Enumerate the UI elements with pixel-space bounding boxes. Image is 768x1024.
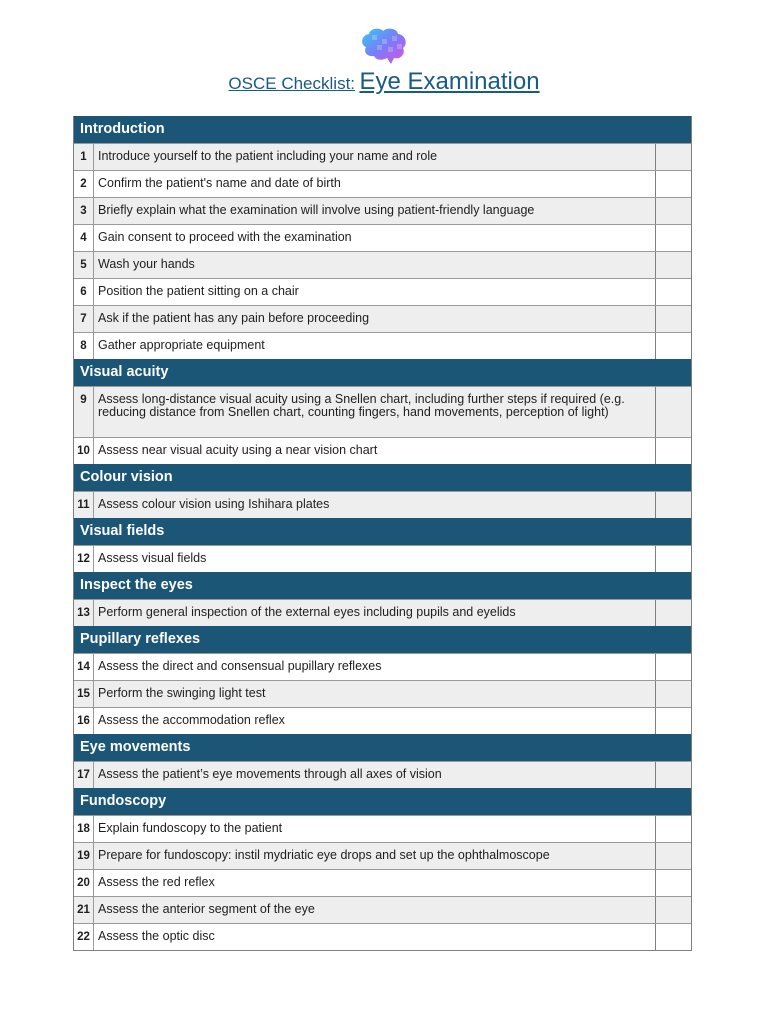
table-row — [74, 224, 691, 251]
item-text: Position the patient sitting on a chair — [98, 284, 299, 298]
section-header: Introduction — [74, 116, 691, 143]
item-number: 6 — [74, 279, 94, 305]
table-row — [74, 815, 691, 842]
item-number: 1 — [74, 144, 94, 170]
item-number: 16 — [74, 708, 94, 734]
item-number: 9 — [74, 387, 94, 437]
checkbox-cell[interactable] — [655, 924, 691, 950]
table-row — [74, 437, 691, 464]
checkbox-cell[interactable] — [655, 198, 691, 224]
checkbox-cell[interactable] — [655, 870, 691, 896]
checkbox-cell[interactable] — [655, 279, 691, 305]
checkbox-cell[interactable] — [655, 816, 691, 842]
table-row — [74, 197, 691, 224]
item-text: Confirm the patient's name and date of birth — [98, 176, 341, 190]
item-number: 8 — [74, 333, 94, 359]
section-header: Visual acuity — [74, 359, 691, 386]
table-row — [74, 545, 691, 572]
item-text: Assess colour vision using Ishihara plates — [98, 497, 330, 511]
table-row — [74, 761, 691, 788]
item-number: 2 — [74, 171, 94, 197]
item-number: 3 — [74, 198, 94, 224]
item-text: Assess the anterior segment of the eye — [98, 902, 315, 916]
item-number: 10 — [74, 438, 94, 464]
item-text: Perform general inspection of the external eyes including pupils and eyelids — [98, 605, 516, 619]
table-row — [74, 842, 691, 869]
section-header: Colour vision — [74, 464, 691, 491]
item-text: Gain consent to proceed with the examination — [98, 230, 352, 244]
item-text: Gather appropriate equipment — [98, 338, 265, 352]
checkbox-cell[interactable] — [655, 387, 691, 437]
item-text: Perform the swinging light test — [98, 686, 266, 700]
item-number: 13 — [74, 600, 94, 626]
item-text: Assess the accommodation reflex — [98, 713, 285, 727]
item-text: Assess long-distance visual acuity using a Snellen chart, including further steps if required (e.g. reducing distance from Snellen chart, counting fingers, hand movements, perception of light) — [98, 392, 625, 419]
table-row — [74, 599, 691, 626]
table-row — [74, 491, 691, 518]
item-text: Assess the red reflex — [98, 875, 215, 889]
table-row — [74, 896, 691, 923]
table-row — [74, 278, 691, 305]
checkbox-cell[interactable] — [655, 600, 691, 626]
item-number: 20 — [74, 870, 94, 896]
item-text: Assess the patient’s eye movements through all axes of vision — [98, 767, 442, 781]
item-number: 14 — [74, 654, 94, 680]
item-text: Introduce yourself to the patient including your name and role — [98, 149, 438, 163]
checkbox-cell[interactable] — [655, 144, 691, 170]
item-number: 4 — [74, 225, 94, 251]
checkbox-cell[interactable] — [655, 654, 691, 680]
table-row — [74, 869, 691, 896]
item-text: Assess visual fields — [98, 551, 207, 565]
item-number: 11 — [74, 492, 94, 518]
table-row — [74, 170, 691, 197]
item-text: Explain fundoscopy to the patient — [98, 821, 283, 835]
item-text: Assess near visual acuity using a near vision chart — [98, 443, 378, 457]
checkbox-cell[interactable] — [655, 333, 691, 359]
item-number: 21 — [74, 897, 94, 923]
checkbox-cell[interactable] — [655, 252, 691, 278]
checkbox-cell[interactable] — [655, 762, 691, 788]
item-number: 7 — [74, 306, 94, 332]
title-prefix: OSCE Checklist: — [228, 74, 356, 93]
item-number: 15 — [74, 681, 94, 707]
item-text: Assess the direct and consensual pupillary reflexes — [98, 659, 382, 673]
checkbox-cell[interactable] — [655, 306, 691, 332]
brain-icon — [360, 27, 408, 65]
checkbox-cell[interactable] — [655, 897, 691, 923]
item-number: 19 — [74, 843, 94, 869]
title-main: Eye Examination — [359, 68, 540, 95]
item-number: 12 — [74, 546, 94, 572]
table-row — [74, 143, 691, 170]
item-text: Wash your hands — [98, 257, 195, 271]
table-row — [74, 653, 691, 680]
table-row — [74, 386, 691, 437]
table-row — [74, 251, 691, 278]
table-row — [74, 680, 691, 707]
checkbox-cell[interactable] — [655, 546, 691, 572]
checklist-table — [73, 116, 692, 951]
checkbox-cell[interactable] — [655, 492, 691, 518]
table-row — [74, 305, 691, 332]
item-number: 18 — [74, 816, 94, 842]
item-number: 22 — [74, 924, 94, 950]
item-text: Prepare for fundoscopy: instil mydriatic eye drops and set up the ophthalmoscope — [98, 848, 550, 862]
checkbox-cell[interactable] — [655, 225, 691, 251]
item-number: 17 — [74, 762, 94, 788]
item-text: Assess the optic disc — [98, 929, 215, 943]
checkbox-cell[interactable] — [655, 843, 691, 869]
item-text: Briefly explain what the examination will involve using patient-friendly language — [98, 203, 535, 217]
table-row — [74, 923, 691, 950]
section-header: Visual fields — [74, 518, 691, 545]
item-number: 5 — [74, 252, 94, 278]
section-header: Eye movements — [74, 734, 691, 761]
section-header: Inspect the eyes — [74, 572, 691, 599]
table-row — [74, 332, 691, 359]
item-text: Ask if the patient has any pain before proceeding — [98, 311, 370, 325]
table-row — [74, 707, 691, 734]
page-title — [0, 68, 768, 96]
section-header: Pupillary reflexes — [74, 626, 691, 653]
section-header: Fundoscopy — [74, 788, 691, 815]
checkbox-cell[interactable] — [655, 681, 691, 707]
checkbox-cell[interactable] — [655, 438, 691, 464]
checkbox-cell[interactable] — [655, 708, 691, 734]
checkbox-cell[interactable] — [655, 171, 691, 197]
